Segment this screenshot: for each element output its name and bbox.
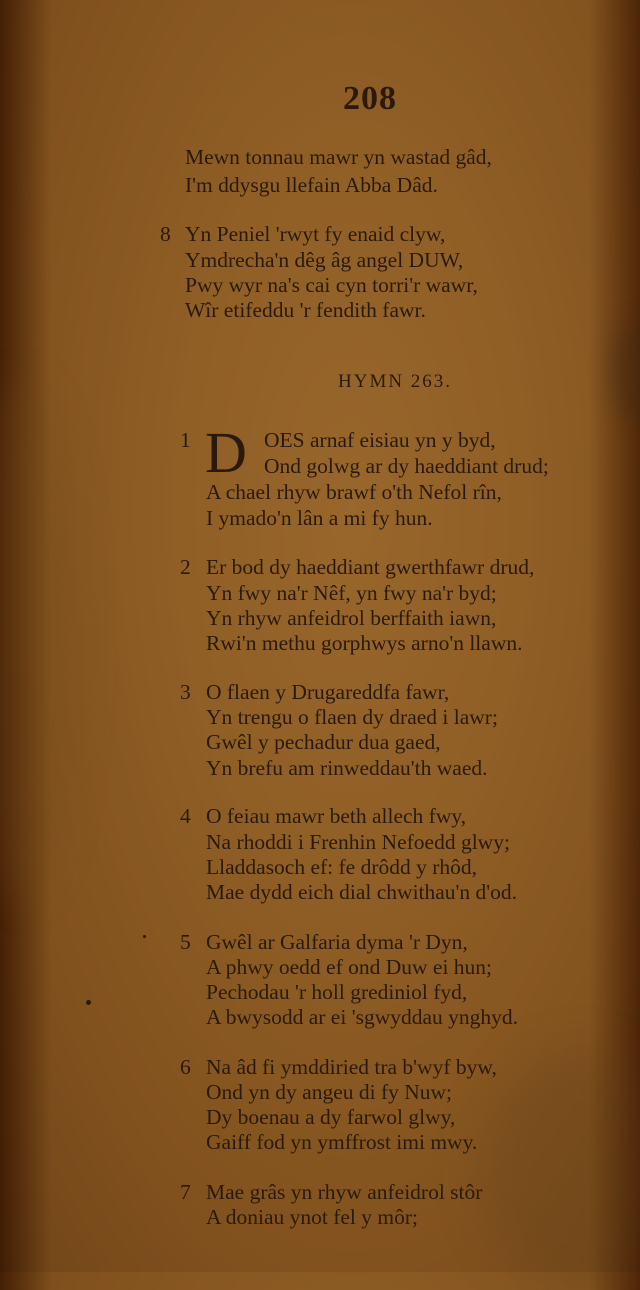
verse-line: Yn rhyw anfeidrol berffaith iawn, [206,606,497,630]
continuation-line-1: Mewn tonnau mawr yn wastad gâd, [185,145,492,169]
verse-line: A doniau ynot fel y môr; [206,1205,418,1229]
drop-cap: D [205,420,247,485]
verse-number: 5 [180,930,191,954]
verse-line: A chael rhyw brawf o'th Nefol rîn, [206,480,502,504]
verse-line: Yn trengu o flaen dy draed i lawr; [206,705,498,729]
verse-line: Yn Peniel 'rwyt fy enaid clyw, [185,222,446,246]
continuation-line-2: I'm ddysgu llefain Abba Dâd. [185,173,438,197]
verse-number: 8 [160,222,171,246]
verse-line: Er bod dy haeddiant gwerthfawr drud, [206,555,535,579]
verse-number: 4 [180,804,191,828]
verse-line: Yn fwy na'r Nêf, yn fwy na'r byd; [206,581,497,605]
verse-line: Mae grâs yn rhyw anfeidrol stôr [206,1180,483,1204]
verse-line: Mae dydd eich dial chwithau'n d'od. [206,880,518,904]
verse-line: Ond golwg ar dy haeddiant drud; [264,454,549,478]
verse-number: 6 [180,1055,191,1079]
verse-line: Dy boenau a dy farwol glwy, [206,1105,456,1129]
verse-line: A phwy oedd ef ond Duw ei hun; [206,955,493,979]
verse-line: I ymado'n lân a mi fy hun. [206,506,433,530]
verse-line: Wîr etifeddu 'r fendith fawr. [185,298,426,322]
verse-line: O flaen y Drugareddfa fawr, [206,680,450,704]
verse-line: Gwêl y pechadur dua gaed, [206,730,441,754]
verse-number: 3 [180,680,191,704]
verse-line: Na âd fi ymddiried tra b'wyf byw, [206,1055,497,1079]
verse-line: Rwi'n methu gorphwys arno'n llawn. [206,631,523,655]
verse-line: Gaiff fod yn ymffrost imi mwy. [206,1130,478,1154]
verse-number: 7 [180,1180,191,1204]
verse-number: 2 [180,555,191,579]
verse-number: 1 [180,428,191,452]
verse-line: Yn brefu am rinweddau'th waed. [206,756,488,780]
verse-line: Pechodau 'r holl grediniol fyd, [206,980,468,1004]
verse-line: O feiau mawr beth allech fwy, [206,804,467,828]
verse-line: Pwy wyr na's cai cyn torri'r wawr, [185,273,478,297]
verse-line: Ymdrecha'n dêg âg angel DUW, [185,248,464,272]
verse-line: A bwysodd ar ei 'sgwyddau ynghyd. [206,1005,519,1029]
verse-line: Ond yn dy angeu di fy Nuw; [206,1080,453,1104]
verse-line: Na rhoddi i Frenhin Nefoedd glwy; [206,830,510,854]
verse-line: Lladdasoch ef: fe drôdd y rhôd, [206,855,478,879]
verse-line: Gwêl ar Galfaria dyma 'r Dyn, [206,930,468,954]
verse-line: OES arnaf eisiau yn y byd, [264,428,496,452]
hymn-title: HYMN 263. [338,371,453,392]
page-number: 208 [343,80,397,117]
